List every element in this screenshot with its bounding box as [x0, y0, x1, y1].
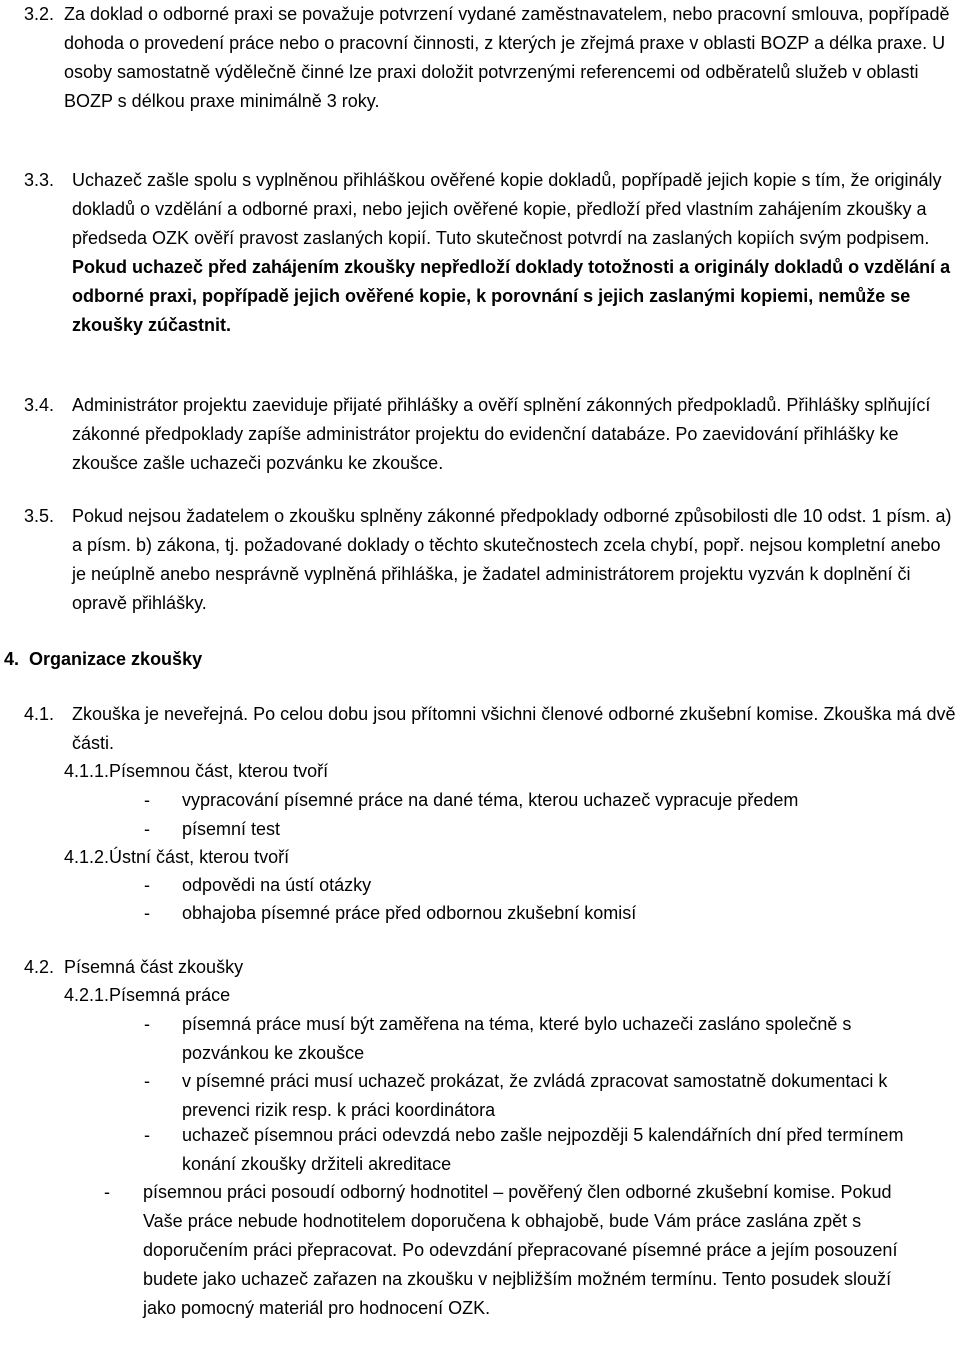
section-text: Písemná část zkoušky [64, 957, 244, 977]
section-3-5 [24, 502, 960, 618]
section-number: 3.4. [24, 395, 55, 415]
heading-4: 4. Organizace zkoušky [4, 649, 203, 669]
list-item-text: uchazeč písemnou práci odevzdá nebo zašle nejpozději 5 kalendářních dní před termínem konání zkoušky držiteli akreditace [182, 1125, 904, 1174]
section-text: Uchazeč zašle spolu s vyplněnou přihláškou ověřené kopie dokladů, popřípadě jejich kopie s tím, že originály dokladů o vzdělání a odborné praxi, nebo jejich ověřené kopie, předloží před vlastním zahájením zkoušky a předseda OZK ověří pravost zaslaných kopií. Tuto skutečnost potvrdí na zaslaných kopiích svým podpisem. [72, 170, 942, 248]
dash-marker: - [144, 1125, 150, 1145]
section-4-1 [24, 700, 960, 758]
section-number: 3.5. [24, 506, 55, 526]
list-item [144, 786, 944, 815]
list-item [144, 899, 944, 928]
subsection-text: Písemnou část, kterou tvoří [109, 761, 329, 781]
dash-marker: - [144, 1014, 150, 1034]
section-3-3 [24, 166, 960, 340]
list-item [144, 871, 944, 900]
list-item-text: obhajoba písemné práce před odbornou zkušební komisí [182, 903, 637, 923]
section-3-2 [24, 0, 960, 116]
section-3-4 [24, 391, 960, 478]
subsection-4-2-1 [64, 981, 230, 1010]
dash-marker: - [104, 1182, 110, 1202]
dash-marker: - [144, 790, 150, 810]
subsection-text: Ústní část, kterou tvoří [109, 847, 290, 867]
section-number: 4.2. [24, 957, 55, 977]
dash-marker: - [144, 1071, 150, 1091]
dash-marker: - [144, 819, 150, 839]
section-bold-text: Pokud uchazeč před zahájením zkoušky nepředloží doklady totožnosti a originály dokladů o vzdělání a odborné praxi, popřípadě jejich ověřené kopie, k porovnání s jejich zaslanými kopiemi, nemůže se zkoušky zúčastnit. [72, 257, 951, 335]
section-text-wrap [72, 166, 956, 340]
subsection-4-1-2 [64, 843, 289, 872]
list-item-outer [104, 1178, 924, 1323]
list-item-text: v písemné práci musí uchazeč prokázat, že zvládá zpracovat samostatně dokumentaci k prevenci rizik resp. k práci koordinátora [182, 1071, 888, 1120]
list-item [144, 1010, 914, 1068]
list-item-text: písemní test [182, 819, 281, 839]
list-item-text: písemnou práci posoudí odborný hodnotitel – pověřený člen odborné zkušební komise. Pokud Vaše práce nebude hodnotitelem doporučena k obhajobě, bude Vám práce zaslána zpět s doporučením práci přepracovat. Po odevzdání přepracované písemné práce a jejím posouzení budete jako uchazeč zařazen na zkoušku v nejbližším možném termínu. Tento posudek slouží jako pomocný materiál pro hodnocení OZK. [143, 1182, 898, 1318]
dash-marker: - [144, 903, 150, 923]
section-number: 3.3. [24, 170, 55, 190]
subsection-number: 4.2.1. [64, 985, 110, 1005]
section-number: 3.2. [24, 4, 55, 24]
list-item-text: vypracování písemné práce na dané téma, kterou uchazeč vypracuje předem [182, 790, 799, 810]
section-text: Pokud nejsou žadatelem o zkoušku splněny zákonné předpoklady odborné způsobilosti dle 10 odst. 1 písm. a) a písm. b) zákona, tj. požadované doklady o těchto skutečnostech zcela chybí, popř. nejsou kompletní anebo je neúplně anebo nesprávně vyplněná přihláška, je žadatel administrátorem projektu vyzván k doplnění či opravě přihlášky. [72, 506, 952, 613]
list-item-text: písemná práce musí být zaměřena na téma, které bylo uchazeči zasláno společně s pozvánkou ke zkoušce [182, 1014, 852, 1063]
subsection-number: 4.1.1. [64, 761, 110, 781]
list-item-text: odpovědi na ústí otázky [182, 875, 372, 895]
section-number: 4.1. [24, 704, 55, 724]
section-4-2 [24, 953, 243, 982]
list-item [144, 1067, 914, 1125]
list-item [144, 1121, 944, 1179]
subsection-4-1-1 [64, 757, 328, 786]
subsection-text: Písemná práce [109, 985, 231, 1005]
section-text: Administrátor projektu zaeviduje přijaté přihlášky a ověří splnění zákonných předpokladů. Přihlášky splňující zákonné předpoklady zapíše administrátor projektu do evidenční databáze. Po zaevidování přihlášky ke zkoušce zašle uchazeči pozvánku ke zkoušce. [72, 395, 931, 473]
section-text: Za doklad o odborné praxi se považuje potvrzení vydané zaměstnavatelem, nebo pracovní smlouva, popřípadě dohoda o provedení práce nebo o pracovní činnosti, z kterých je zřejmá praxe v oblasti BOZP a délka praxe. U osoby samostatně výdělečně činné lze praxi doložit potvrzenými referencemi od odběratelů služeb v oblasti BOZP s délkou praxe minimálně 3 roky. [64, 4, 950, 111]
list-item [144, 815, 944, 844]
dash-marker: - [144, 875, 150, 895]
subsection-number: 4.1.2. [64, 847, 110, 867]
section-text: Zkouška je neveřejná. Po celou dobu jsou přítomni všichni členové odborné zkušební komise. Zkouška má dvě části. [72, 704, 956, 753]
